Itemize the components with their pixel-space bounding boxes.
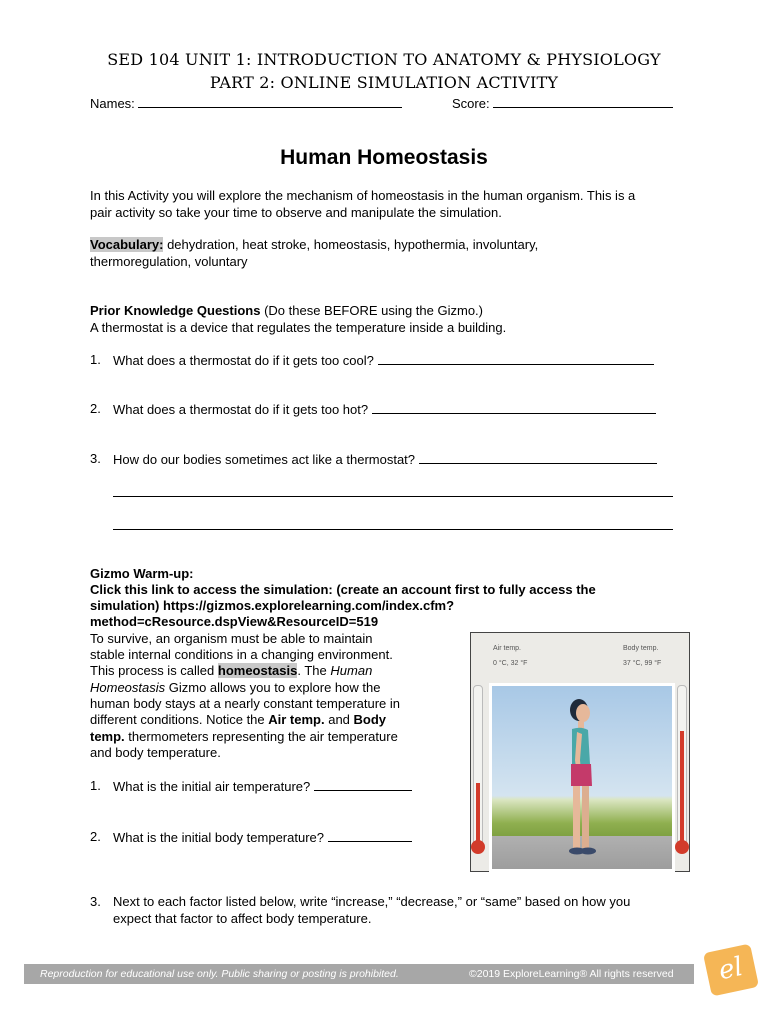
gizmo-name: Homeostasis: [90, 680, 166, 695]
body-thermometer: [677, 685, 687, 849]
air-temp-term: Air temp.: [268, 712, 325, 727]
warmup-para-8: and body temperature.: [90, 745, 221, 760]
air-thermometer-fill: [476, 783, 480, 848]
text-run: Gizmo allows you to explore how the: [165, 680, 381, 695]
text-run: thermometers representing the air temperature: [124, 729, 398, 744]
answer-blank[interactable]: [113, 517, 673, 530]
thermostat-definition: A thermostat is a device that regulates the temperature inside a building.: [90, 320, 507, 335]
answer-blank[interactable]: [372, 401, 656, 414]
body-thermometer-fill: [680, 731, 684, 848]
warmup-para-2: stable internal conditions in a changing environment.: [90, 647, 393, 662]
thermometer-bulb: [471, 840, 485, 854]
answer-blank[interactable]: [378, 352, 654, 365]
answer-blank[interactable]: [113, 484, 673, 497]
question-number: 3.: [90, 894, 101, 909]
warmup-para-7: [90, 729, 398, 746]
warmup-para-3: [90, 663, 372, 680]
prior-knowledge-heading: [90, 303, 483, 320]
names-label: Names:: [90, 96, 135, 111]
question-number: 3.: [90, 451, 101, 466]
prior-knowledge-note: (Do these BEFORE using the Gizmo.): [260, 303, 483, 318]
question-number: 2.: [90, 829, 101, 844]
vocabulary-terms-1: dehydration, heat stroke, homeostasis, hypothermia, involuntary,: [163, 237, 539, 252]
homeostasis-term: homeostasis: [217, 663, 298, 678]
vocabulary-line-1: [90, 237, 538, 254]
course-title: SED 104 UNIT 1: INTRODUCTION TO ANATOMY & PHYSIOLOGY: [107, 50, 661, 69]
score-blank[interactable]: [493, 95, 673, 108]
answer-blank[interactable]: [314, 778, 412, 791]
score-row: [452, 95, 673, 113]
simulation-image: [470, 632, 690, 872]
question-number: 1.: [90, 778, 101, 793]
page-title: Human Homeostasis: [280, 146, 488, 169]
footer-bar: [24, 964, 694, 984]
question-text-cont: expect that factor to affect body temperature.: [113, 911, 372, 926]
warmup-para-6: [90, 712, 386, 729]
simulation-link-cont[interactable]: method=cResource.dspView&ResourceID=519: [90, 614, 379, 629]
vocabulary-label: Vocabulary:: [90, 237, 164, 252]
gizmo-name: Human: [330, 663, 373, 678]
environment-scene: [489, 683, 675, 872]
explorelearning-logo: el: [703, 943, 759, 996]
air-temp-label: Air temp.: [493, 645, 522, 652]
warmup-para-4: [90, 680, 380, 697]
answer-blank[interactable]: [419, 451, 657, 464]
body-temp-term: Body: [353, 712, 387, 727]
body-temp-label: Body temp.: [623, 645, 659, 652]
text-run: different conditions. Notice the: [90, 712, 269, 727]
question-text: Next to each factor listed below, write “increase,” “decrease,” or “same” based on how you: [113, 894, 631, 909]
thermometer-bulb: [675, 840, 689, 854]
air-thermometer: [473, 685, 483, 849]
vocabulary-line-2: thermoregulation, voluntary: [90, 254, 248, 269]
question-text: What is the initial body temperature?: [113, 830, 324, 845]
footer-notice: Reproduction for educational use only. Public sharing or posting is prohibited.: [40, 968, 399, 980]
question-text: How do our bodies sometimes act like a thermostat?: [113, 452, 416, 467]
prior-knowledge-title: Prior Knowledge Questions: [90, 303, 261, 318]
warmup-para-1: To survive, an organism must be able to maintain: [90, 631, 373, 646]
air-temp-value: 0 °C, 32 °F: [493, 660, 528, 667]
course-subtitle: PART 2: ONLINE SIMULATION ACTIVITY: [209, 73, 559, 92]
text-run: . The: [297, 663, 331, 678]
footer-copyright: ©2019 ExploreLearning® All rights reserved: [469, 968, 674, 980]
simulation-link[interactable]: simulation) https://gizmos.explorelearning.com/index.cfm?: [90, 598, 455, 613]
intro-line-2: pair activity so take your time to observe and manipulate the simulation.: [90, 205, 502, 220]
names-blank[interactable]: [138, 95, 402, 108]
question-text: What is the initial air temperature?: [113, 779, 311, 794]
body-temp-value: 37 °C, 99 °F: [623, 660, 662, 667]
human-figure: [492, 686, 672, 869]
question-text: What does a thermostat do if it gets too cool?: [113, 353, 374, 368]
names-row: [90, 95, 402, 113]
text-run: This process is called: [90, 663, 218, 678]
question-text: What does a thermostat do if it gets too hot?: [113, 402, 369, 417]
question-number: 2.: [90, 401, 101, 416]
warmup-heading: Gizmo Warm-up:: [90, 566, 194, 581]
body-temp-term: temp.: [90, 729, 125, 744]
warmup-para-5: human body stays at a nearly constant temperature in: [90, 696, 401, 711]
intro-line-1: In this Activity you will explore the mechanism of homeostasis in the human organism. This is a: [90, 188, 636, 203]
warmup-link-line-1: Click this link to access the simulation: (create an account first to fully access the: [90, 582, 596, 597]
answer-blank[interactable]: [328, 829, 412, 842]
text-run: and: [324, 712, 354, 727]
score-label: Score:: [452, 96, 490, 111]
question-number: 1.: [90, 352, 101, 367]
